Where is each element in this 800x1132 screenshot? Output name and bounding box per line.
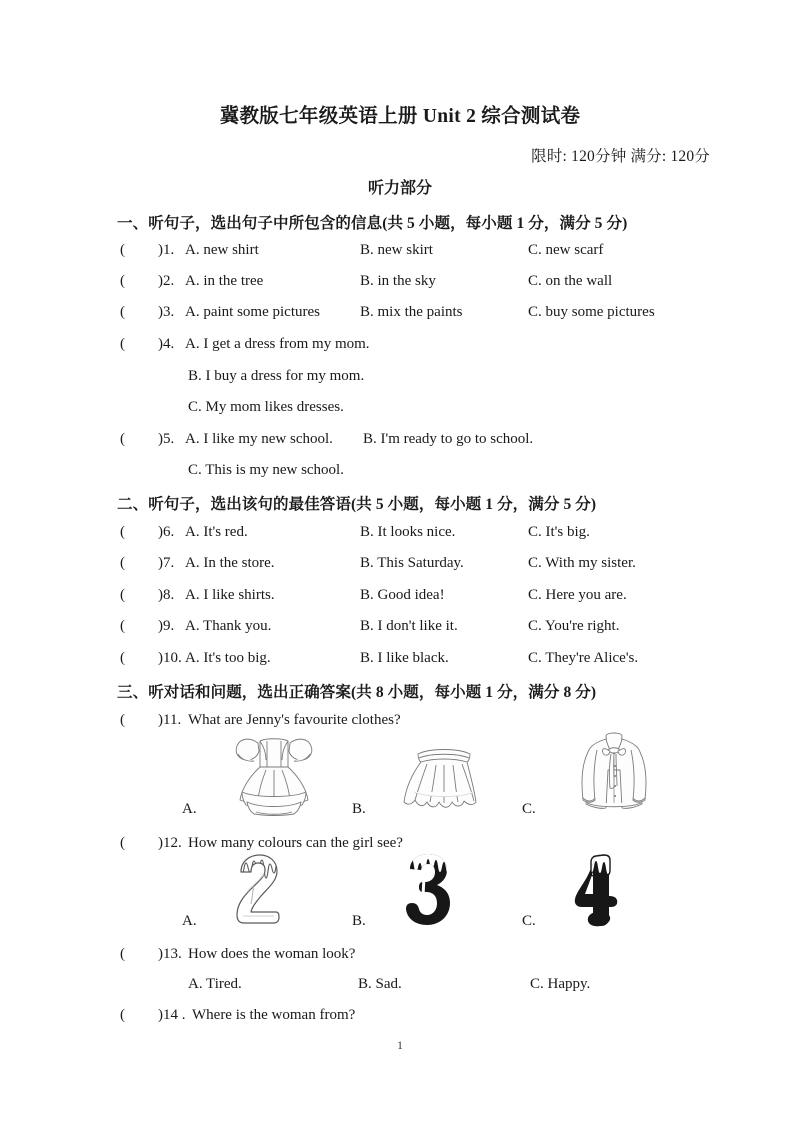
question-row-4: [120, 336, 780, 358]
question-14-stem: Where is the woman from?: [192, 1007, 356, 1023]
option-3-a[interactable]: A. paint some pictures: [185, 304, 320, 320]
question-row-10: [120, 650, 780, 672]
option-9-c[interactable]: C. You're right.: [528, 618, 620, 634]
option-8-a[interactable]: A. I like shirts.: [185, 587, 275, 603]
option-1-b[interactable]: B. new skirt: [360, 242, 433, 258]
option-10-a[interactable]: A. It's too big.: [185, 650, 271, 666]
answer-bracket-9[interactable]: (: [120, 618, 125, 634]
question-number-8: )8.: [158, 587, 175, 603]
question-row-3: [120, 304, 780, 326]
time-and-score-line: 限时: 120分钟 满分: 120分: [531, 148, 710, 165]
option-9-a[interactable]: A. Thank you.: [185, 618, 272, 634]
option-1-a[interactable]: A. new shirt: [185, 242, 259, 258]
option-12-a-label: A.: [182, 913, 197, 929]
option-10-b[interactable]: B. I like black.: [360, 650, 449, 666]
answer-bracket-1[interactable]: (: [120, 242, 125, 258]
question-11-option-c[interactable]: [520, 730, 700, 818]
option-4-b[interactable]: B. I buy a dress for my mom.: [188, 368, 365, 384]
option-2-b[interactable]: B. in the sky: [360, 273, 436, 289]
option-3-c[interactable]: C. buy some pictures: [528, 304, 655, 320]
question-12-stem: How many colours can the girl see?: [188, 835, 403, 851]
question-row-5: [120, 431, 780, 453]
option-13-b[interactable]: B. Sad.: [358, 976, 402, 992]
question-row-13: [120, 946, 780, 968]
question-row-14: [120, 1007, 780, 1029]
answer-bracket-2[interactable]: (: [120, 273, 125, 289]
question-row-9: [120, 618, 780, 640]
answer-bracket-3[interactable]: (: [120, 304, 125, 320]
question-number-9: )9.: [158, 618, 175, 634]
option-6-a[interactable]: A. It's red.: [185, 524, 248, 540]
question-number-6: )6.: [158, 524, 175, 540]
flared-skirt-icon: [384, 730, 504, 816]
option-7-c[interactable]: C. With my sister.: [528, 555, 636, 571]
option-4-c[interactable]: C. My mom likes dresses.: [188, 399, 344, 415]
section-heading-one: 一、听句子，选出句子中所包含的信息(共 5 小题，每小题 1 分，满分 5 分): [117, 215, 628, 232]
question-number-11: )11.: [158, 712, 182, 728]
option-11-c-label: C.: [522, 801, 536, 817]
option-2-c[interactable]: C. on the wall: [528, 273, 613, 289]
option-5-b[interactable]: B. I'm ready to go to school.: [363, 431, 534, 447]
option-1-c[interactable]: C. new scarf: [528, 242, 604, 258]
answer-bracket-6[interactable]: (: [120, 524, 125, 540]
question-number-3: )3.: [158, 304, 175, 320]
question-12-option-b[interactable]: [350, 852, 530, 930]
answer-bracket-7[interactable]: (: [120, 555, 125, 571]
ruffled-dress-icon: [214, 730, 334, 816]
answer-bracket-14[interactable]: (: [120, 1007, 125, 1023]
question-5-option-c-row: [120, 462, 780, 484]
number-four-filled-icon: [560, 852, 636, 928]
answer-bracket-8[interactable]: (: [120, 587, 125, 603]
option-7-b[interactable]: B. This Saturday.: [360, 555, 464, 571]
option-5-c[interactable]: C. This is my new school.: [188, 462, 344, 478]
section-heading-two: 二、听句子，选出该句的最佳答语(共 5 小题，每小题 1 分，满分 5 分): [117, 496, 597, 513]
question-row-7: [120, 555, 780, 577]
answer-bracket-4[interactable]: (: [120, 336, 125, 352]
question-12-option-c[interactable]: [520, 852, 700, 930]
option-8-c[interactable]: C. Here you are.: [528, 587, 627, 603]
answer-bracket-11[interactable]: (: [120, 712, 125, 728]
question-number-5: )5.: [158, 431, 175, 447]
option-6-c[interactable]: C. It's big.: [528, 524, 590, 540]
number-three-filled-icon: [390, 852, 466, 928]
option-12-b-label: B.: [352, 913, 366, 929]
question-13-stem: How does the woman look?: [188, 946, 356, 962]
question-11-option-b[interactable]: [350, 730, 530, 818]
option-8-b[interactable]: B. Good idea!: [360, 587, 445, 603]
question-number-7: )7.: [158, 555, 175, 571]
part-title-listening: 听力部分: [367, 180, 432, 197]
option-9-b[interactable]: B. I don't like it.: [360, 618, 458, 634]
page-number: 1: [397, 1040, 403, 1052]
answer-bracket-5[interactable]: (: [120, 431, 125, 447]
page-title: 冀教版七年级英语上册 Unit 2 综合测试卷: [219, 106, 581, 127]
question-number-14: )14 .: [158, 1007, 186, 1023]
answer-bracket-12[interactable]: (: [120, 835, 125, 851]
option-13-a[interactable]: A. Tired.: [188, 976, 242, 992]
question-11-stem: What are Jenny's favourite clothes?: [188, 712, 401, 728]
question-12-option-a[interactable]: [180, 852, 360, 930]
question-row-8: [120, 587, 780, 609]
question-number-4: )4.: [158, 336, 175, 352]
question-number-1: )1.: [158, 242, 175, 258]
question-row-2: [120, 273, 780, 295]
question-row-1: [120, 242, 780, 264]
option-10-c[interactable]: C. They're Alice's.: [528, 650, 639, 666]
question-11-option-a[interactable]: [180, 730, 360, 818]
option-13-c[interactable]: C. Happy.: [530, 976, 591, 992]
answer-bracket-10[interactable]: (: [120, 650, 125, 666]
option-3-b[interactable]: B. mix the paints: [360, 304, 463, 320]
question-4-option-b-row: [120, 368, 780, 390]
question-row-6: [120, 524, 780, 546]
option-2-a[interactable]: A. in the tree: [185, 273, 264, 289]
question-4-option-c-row: [120, 399, 780, 421]
answer-bracket-13[interactable]: (: [120, 946, 125, 962]
option-11-a-label: A.: [182, 801, 197, 817]
question-number-12: )12.: [158, 835, 182, 851]
option-6-b[interactable]: B. It looks nice.: [360, 524, 456, 540]
option-12-c-label: C.: [522, 913, 536, 929]
option-7-a[interactable]: A. In the store.: [185, 555, 275, 571]
bow-blouse-icon: [554, 730, 674, 816]
option-11-b-label: B.: [352, 801, 366, 817]
question-number-10: )10.: [158, 650, 182, 666]
question-number-2: )2.: [158, 273, 175, 289]
question-number-13: )13.: [158, 946, 182, 962]
question-13-options: [120, 976, 780, 998]
number-two-outline-icon: [220, 852, 296, 928]
section-heading-three: 三、听对话和问题，选出正确答案(共 8 小题，每小题 1 分，满分 8 分): [117, 684, 597, 701]
option-5-a[interactable]: A. I like my new school.: [185, 431, 333, 447]
option-4-a[interactable]: A. I get a dress from my mom.: [185, 336, 370, 352]
